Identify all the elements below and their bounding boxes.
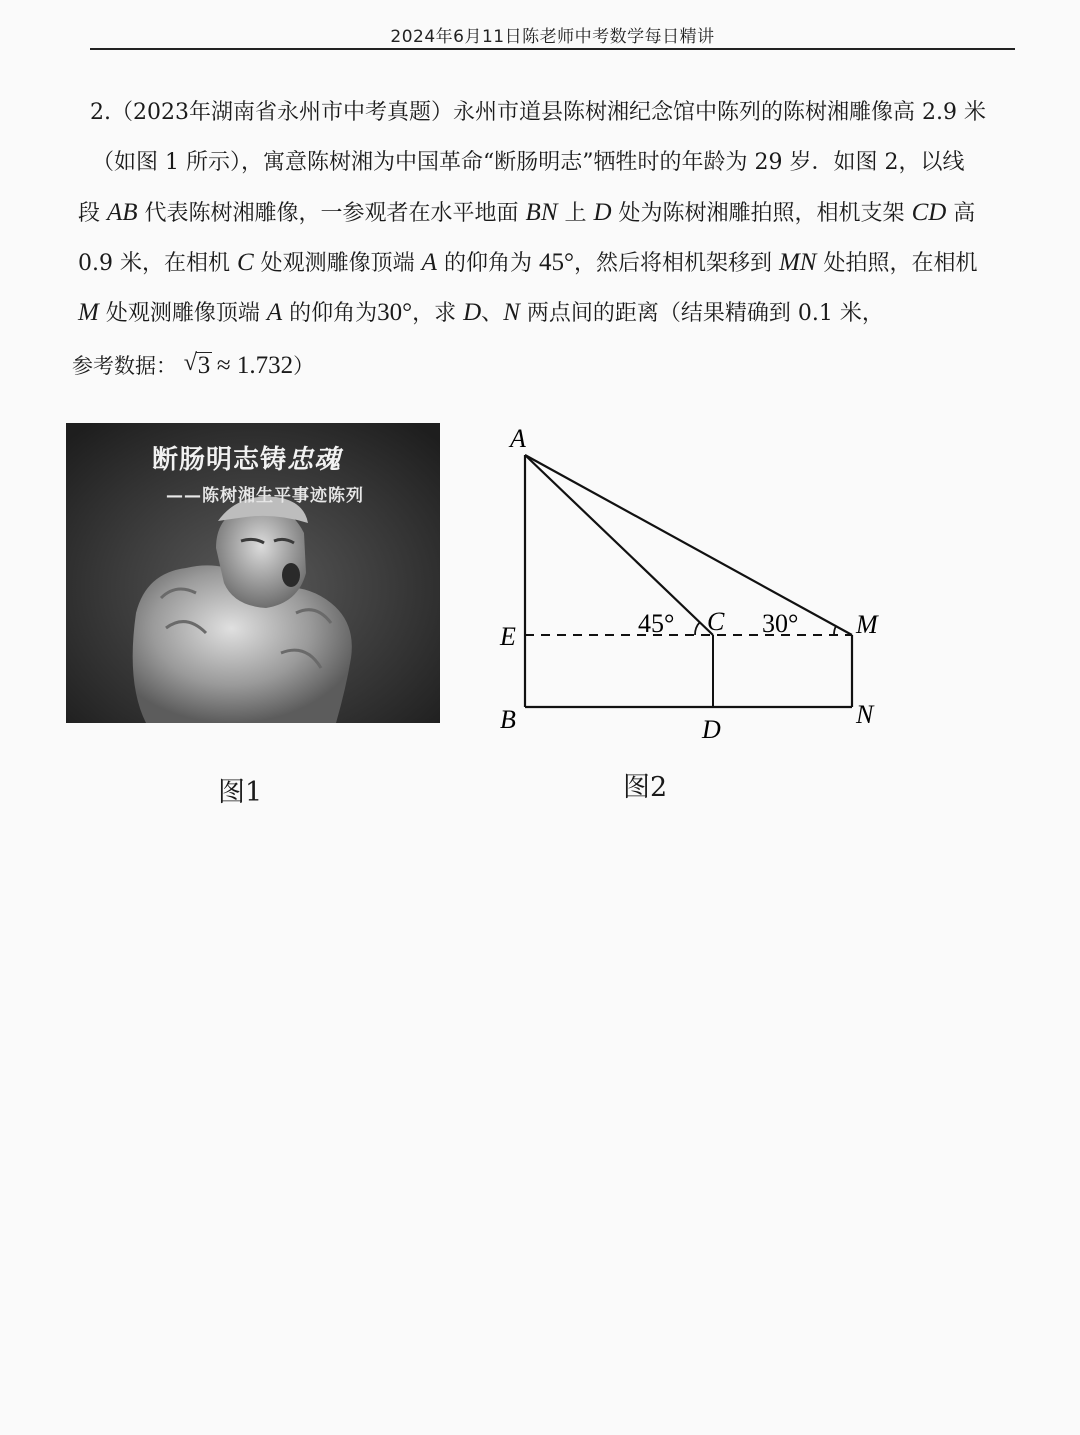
reference-close: ） <box>293 354 315 378</box>
label-D: D <box>702 715 721 744</box>
geometry-svg <box>490 415 910 750</box>
problem-text <box>78 88 1038 338</box>
problem-line-4: 0.9 米，在相机 C 处观测雕像顶端 A 的仰角为 45°，然后将相机架移到 MN 处拍照，在相机 <box>78 249 978 276</box>
photo-banner-subtitle: ——陈树湘生平事迹陈列 <box>166 486 364 506</box>
label-A: A <box>510 424 526 453</box>
label-C: C <box>707 607 725 636</box>
problem-line-1: 2.（2023年湖南省永州市中考真题）永州市道县陈树湘纪念馆中陈列的陈树湘雕像高 2.9 米 <box>90 100 986 125</box>
problem-line-5: M 处观测雕像顶端 A 的仰角为30°，求 D、N 两点间的距离（结果精确到 0.1 米， <box>78 299 884 326</box>
segment-AC <box>525 455 713 635</box>
sqrt-expression: √ 3 <box>183 350 211 379</box>
header-rule <box>90 48 1015 50</box>
label-N: N <box>856 700 874 729</box>
label-M: M <box>856 610 878 639</box>
reference-label: 参考数据： <box>72 354 177 378</box>
photo-banner-title: 断肠明志铸忠魂 <box>152 445 342 475</box>
reference-approx: ≈ 1.732 <box>216 352 294 379</box>
statue-photo <box>66 423 440 723</box>
segment-AM <box>525 455 852 635</box>
problem-line-3: 段 AB 代表陈树湘雕像，一参观者在水平地面 BN 上 D 处为陈树湘雕拍照，相机支架 CD 高 <box>78 199 976 226</box>
angle-label-45: 45° <box>638 609 675 638</box>
label-B: B <box>500 705 516 734</box>
figure2-caption: 图2 <box>623 772 668 803</box>
label-E: E <box>500 622 516 651</box>
geometry-diagram <box>490 415 910 750</box>
reference-data <box>72 350 314 380</box>
header-title: 2024年6月11日陈老师中考数学每日精讲 <box>390 27 715 47</box>
problem-line-2: （如图 1 所示），寓意陈树湘为中国革命“断肠明志”牺牲时的年龄为 29 岁．如图 2，以线 <box>92 150 965 175</box>
angle-label-30: 30° <box>762 609 799 638</box>
angle-arc-45 <box>695 622 700 635</box>
figure1-caption: 图1 <box>218 777 263 808</box>
angle-arc-30 <box>834 626 836 635</box>
